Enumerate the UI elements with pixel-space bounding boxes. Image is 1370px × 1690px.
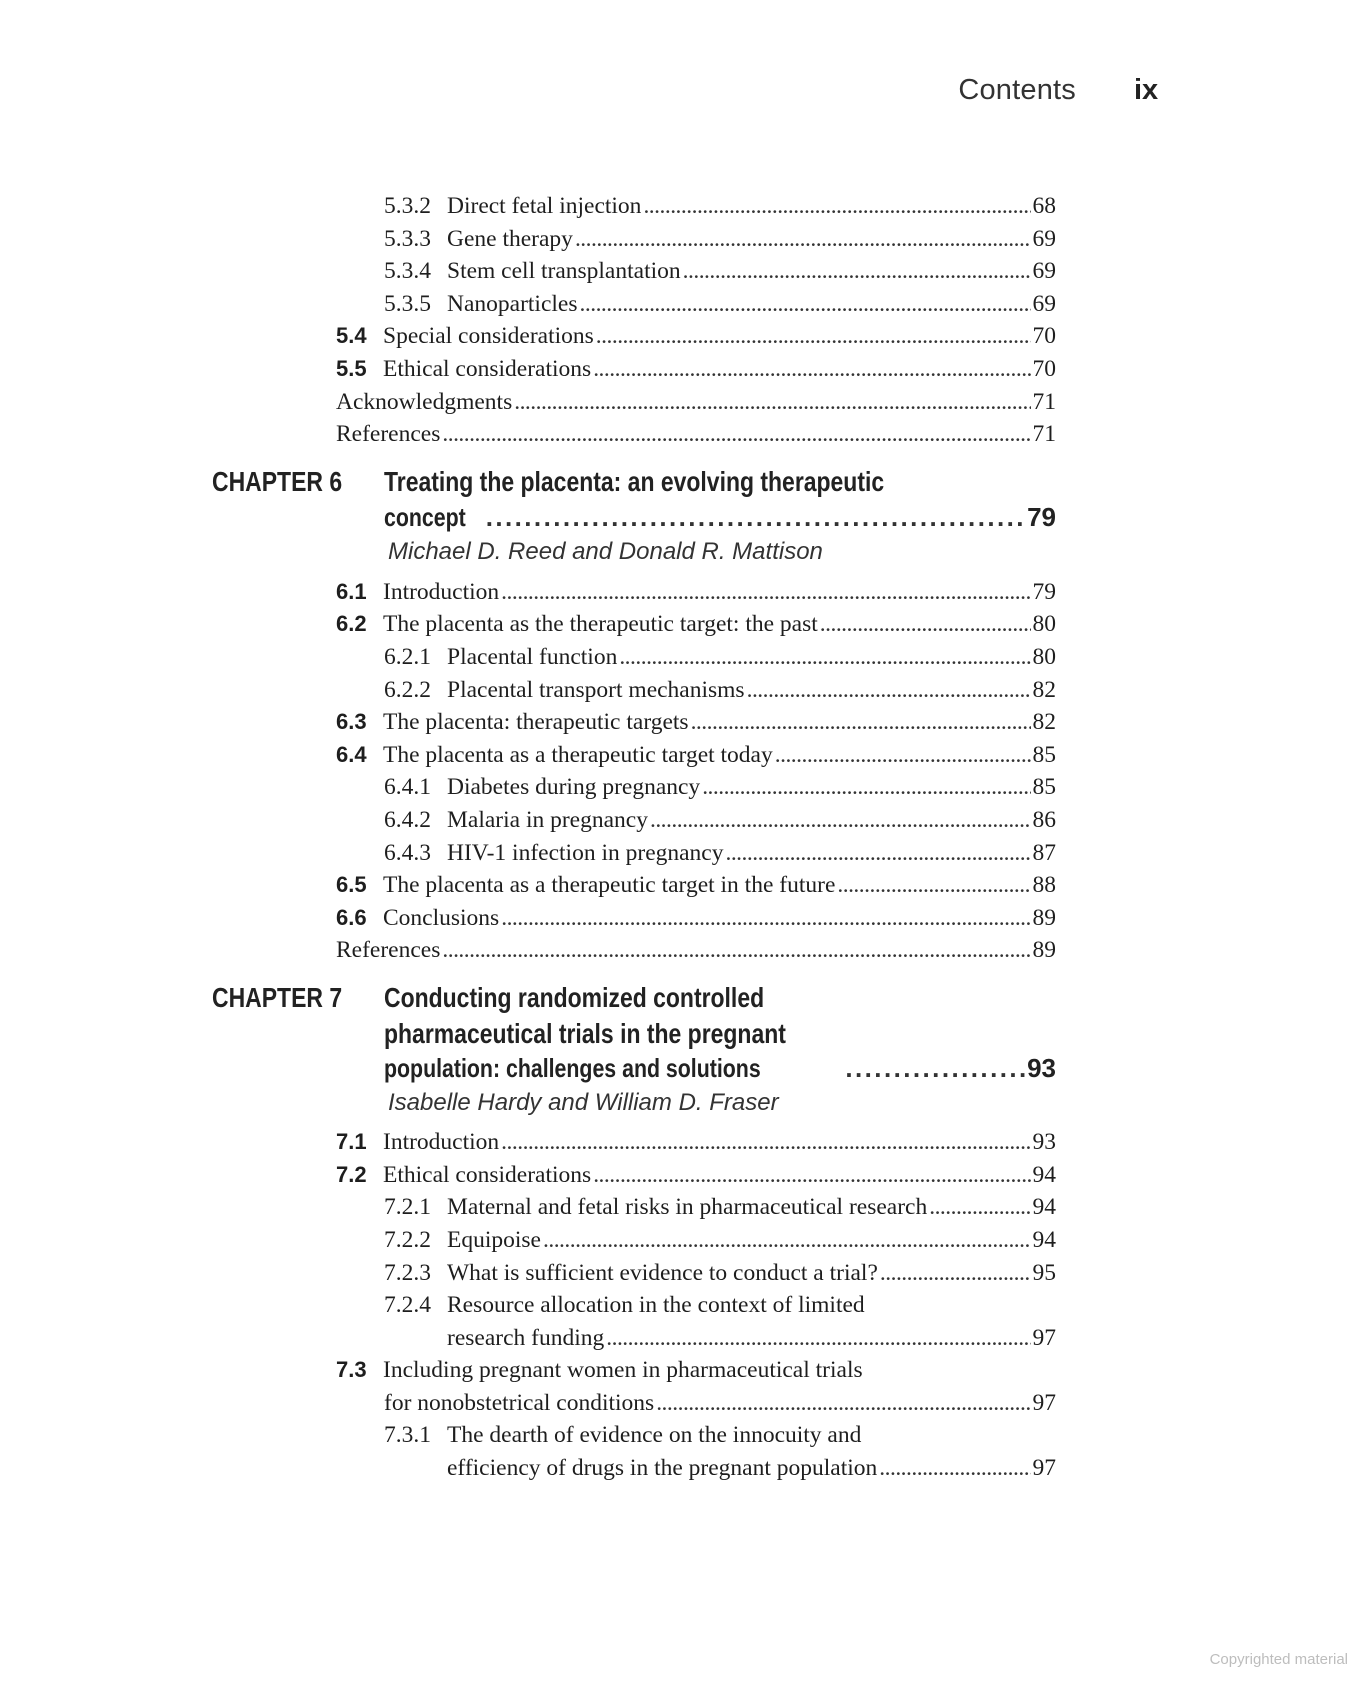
- toc-entry[interactable]: [336, 742, 1056, 772]
- entry-number: 5.3.4: [384, 258, 431, 284]
- entry-title: Introduction: [383, 1129, 500, 1155]
- toc-entry[interactable]: [336, 1162, 1056, 1192]
- entry-number: 6.5: [336, 872, 367, 897]
- chapter-authors: Isabelle Hardy and William D. Fraser: [388, 1089, 779, 1116]
- entry-number: 7.2.2: [384, 1227, 431, 1253]
- entry-title: What is sufficient evidence to conduct a trial?: [447, 1260, 878, 1286]
- toc-entry[interactable]: [336, 872, 1056, 902]
- entry-title: Malaria in pregnancy: [447, 807, 648, 833]
- entry-title: References: [336, 421, 441, 447]
- entry-title: Gene therapy: [447, 226, 573, 252]
- entry-page: 95: [1032, 1260, 1056, 1286]
- entry-title: The placenta as a therapeutic target in the future: [383, 872, 836, 898]
- entry-number: 6.4.2: [384, 807, 431, 833]
- chapter-title-last-line[interactable]: [384, 502, 1056, 533]
- entry-title: The placenta as the therapeutic target: the past: [383, 611, 818, 637]
- toc-entry[interactable]: [336, 421, 1056, 451]
- entry-title: The placenta: therapeutic targets: [383, 709, 689, 735]
- entry-number: 6.4.1: [384, 774, 431, 800]
- entry-page: 71: [1032, 389, 1056, 415]
- entry-title-continued: research funding: [447, 1325, 605, 1351]
- entry-title: Stem cell transplantation: [447, 258, 681, 284]
- chapter-title-line: population: challenges and solutions: [384, 1053, 761, 1083]
- entry-title: The placenta as a therapeutic target today: [383, 742, 773, 768]
- entry-page: 70: [1032, 323, 1056, 349]
- entry-number: 7.2.4: [384, 1292, 431, 1318]
- chapter-title-line[interactable]: Conducting randomized controlled: [384, 982, 765, 1013]
- copyright-watermark: Copyrighted material: [1209, 1651, 1348, 1668]
- toc-entry[interactable]: [336, 905, 1056, 935]
- toc-entry-continuation[interactable]: [447, 1455, 1056, 1485]
- entry-page: 70: [1032, 356, 1056, 382]
- entry-title: Acknowledgments: [336, 389, 513, 415]
- entry-title: Direct fetal injection: [447, 193, 642, 219]
- entry-title: Conclusions: [383, 905, 500, 931]
- entry-page: 69: [1032, 258, 1056, 284]
- entry-page: 85: [1032, 742, 1056, 768]
- entry-page: 97: [1032, 1325, 1056, 1351]
- entry-page: 80: [1032, 611, 1056, 637]
- chapter-label: CHAPTER 7: [212, 982, 343, 1013]
- entry-page: 94: [1032, 1194, 1056, 1220]
- entry-page: 87: [1032, 840, 1056, 866]
- entry-title: Nanoparticles: [447, 291, 578, 317]
- toc-entry[interactable]: [336, 389, 1056, 419]
- entry-title-continued: for nonobstetrical conditions: [384, 1390, 655, 1416]
- entry-number: 5.5: [336, 356, 367, 381]
- entry-number: 5.3.5: [384, 291, 431, 317]
- entry-number: 6.2.1: [384, 644, 431, 670]
- entry-number: 7.2.1: [384, 1194, 431, 1220]
- entry-page: 97: [1032, 1455, 1056, 1481]
- entry-title: Ethical considerations: [383, 356, 592, 382]
- toc-entry[interactable]: [384, 291, 1056, 321]
- entry-title: References: [336, 937, 441, 963]
- toc-entry[interactable]: [384, 807, 1056, 837]
- chapter-title-line[interactable]: Treating the placenta: an evolving therapeutic: [384, 466, 885, 497]
- toc-entry[interactable]: [336, 611, 1056, 641]
- entry-title: Introduction: [383, 579, 500, 605]
- entry-title: Placental function: [447, 644, 618, 670]
- toc-entry[interactable]: [384, 193, 1056, 223]
- entry-title: Placental transport mechanisms: [447, 677, 745, 703]
- entry-number: 6.6: [336, 905, 367, 930]
- entry-number: 5.3.2: [384, 193, 431, 219]
- toc-entry-continuation[interactable]: [384, 1390, 1056, 1420]
- entry-number: 7.3.1: [384, 1422, 431, 1448]
- toc-entry[interactable]: [384, 258, 1056, 288]
- entry-page: 68: [1032, 193, 1056, 219]
- entry-number: 6.4.3: [384, 840, 431, 866]
- entry-title: Diabetes during pregnancy: [447, 774, 701, 800]
- entry-title: The dearth of evidence on the innocuity and: [447, 1422, 862, 1448]
- entry-number: 6.4: [336, 742, 367, 767]
- toc-entry-first-line[interactable]: [336, 1357, 1056, 1387]
- entry-page: 85: [1032, 774, 1056, 800]
- chapter-title-last-line[interactable]: [384, 1053, 1056, 1084]
- entry-page: 79: [1032, 579, 1056, 605]
- entry-title: Resource allocation in the context of limited: [447, 1292, 865, 1318]
- toc-entry[interactable]: [336, 1129, 1056, 1159]
- toc-entry[interactable]: [384, 1194, 1056, 1224]
- running-header-page-number: ix: [1134, 74, 1159, 106]
- entry-page: 80: [1032, 644, 1056, 670]
- toc-entry[interactable]: [384, 774, 1056, 804]
- toc-entry[interactable]: [384, 644, 1056, 674]
- entry-number: 7.1: [336, 1129, 367, 1154]
- entry-title: Maternal and fetal risks in pharmaceutical research: [447, 1194, 928, 1220]
- entry-number: 6.2.2: [384, 677, 431, 703]
- chapter-title-line: concept: [384, 502, 466, 532]
- entry-page: 93: [1032, 1129, 1056, 1155]
- chapter-label: CHAPTER 6: [212, 466, 343, 497]
- entry-number: 5.3.3: [384, 226, 431, 252]
- entry-page: 86: [1032, 807, 1056, 833]
- entry-page: 94: [1032, 1227, 1056, 1253]
- entry-page: 69: [1032, 226, 1056, 252]
- entry-page: 82: [1032, 677, 1056, 703]
- chapter-title-line[interactable]: pharmaceutical trials in the pregnant: [384, 1018, 786, 1049]
- entry-number: 7.3: [336, 1357, 367, 1382]
- chapter-page: 79: [1027, 502, 1056, 532]
- toc-entry-first-line[interactable]: [384, 1292, 1056, 1322]
- entry-title: HIV-1 infection in pregnancy: [447, 840, 724, 866]
- entry-title: Special considerations: [383, 323, 594, 349]
- toc-entry[interactable]: [384, 226, 1056, 256]
- chapter-authors: Michael D. Reed and Donald R. Mattison: [388, 538, 823, 565]
- entry-number: 6.3: [336, 709, 367, 734]
- entry-number: 5.4: [336, 323, 367, 348]
- entry-page: 71: [1032, 421, 1056, 447]
- entry-number: 6.2: [336, 611, 367, 636]
- toc-entry[interactable]: [384, 677, 1056, 707]
- toc-entry[interactable]: [384, 1227, 1056, 1257]
- entry-title: Equipoise: [447, 1227, 541, 1253]
- entry-title: Ethical considerations: [383, 1162, 592, 1188]
- toc-entry-first-line[interactable]: [384, 1422, 1056, 1452]
- running-header-title: Contents: [958, 74, 1076, 106]
- entry-page: 89: [1032, 937, 1056, 963]
- entry-number: 7.2.3: [384, 1260, 431, 1286]
- entry-page: 94: [1032, 1162, 1056, 1188]
- entry-page: 97: [1032, 1390, 1056, 1416]
- entry-number: 7.2: [336, 1162, 367, 1187]
- toc-entry[interactable]: [384, 1260, 1056, 1290]
- entry-title: Including pregnant women in pharmaceutical trials: [383, 1357, 863, 1383]
- toc-entry[interactable]: [336, 356, 1056, 386]
- toc-entry[interactable]: [336, 937, 1056, 967]
- entry-page: 88: [1032, 872, 1056, 898]
- entry-page: 69: [1032, 291, 1056, 317]
- toc-entry[interactable]: [336, 579, 1056, 609]
- toc-entry-continuation[interactable]: [447, 1325, 1056, 1355]
- entry-page: 89: [1032, 905, 1056, 931]
- chapter-page: 93: [1027, 1053, 1056, 1083]
- toc-entry[interactable]: [336, 323, 1056, 353]
- entry-number: 6.1: [336, 579, 367, 604]
- toc-entry[interactable]: [336, 709, 1056, 739]
- toc-entry[interactable]: [384, 840, 1056, 870]
- entry-page: 82: [1032, 709, 1056, 735]
- entry-title-continued: efficiency of drugs in the pregnant population: [447, 1455, 878, 1481]
